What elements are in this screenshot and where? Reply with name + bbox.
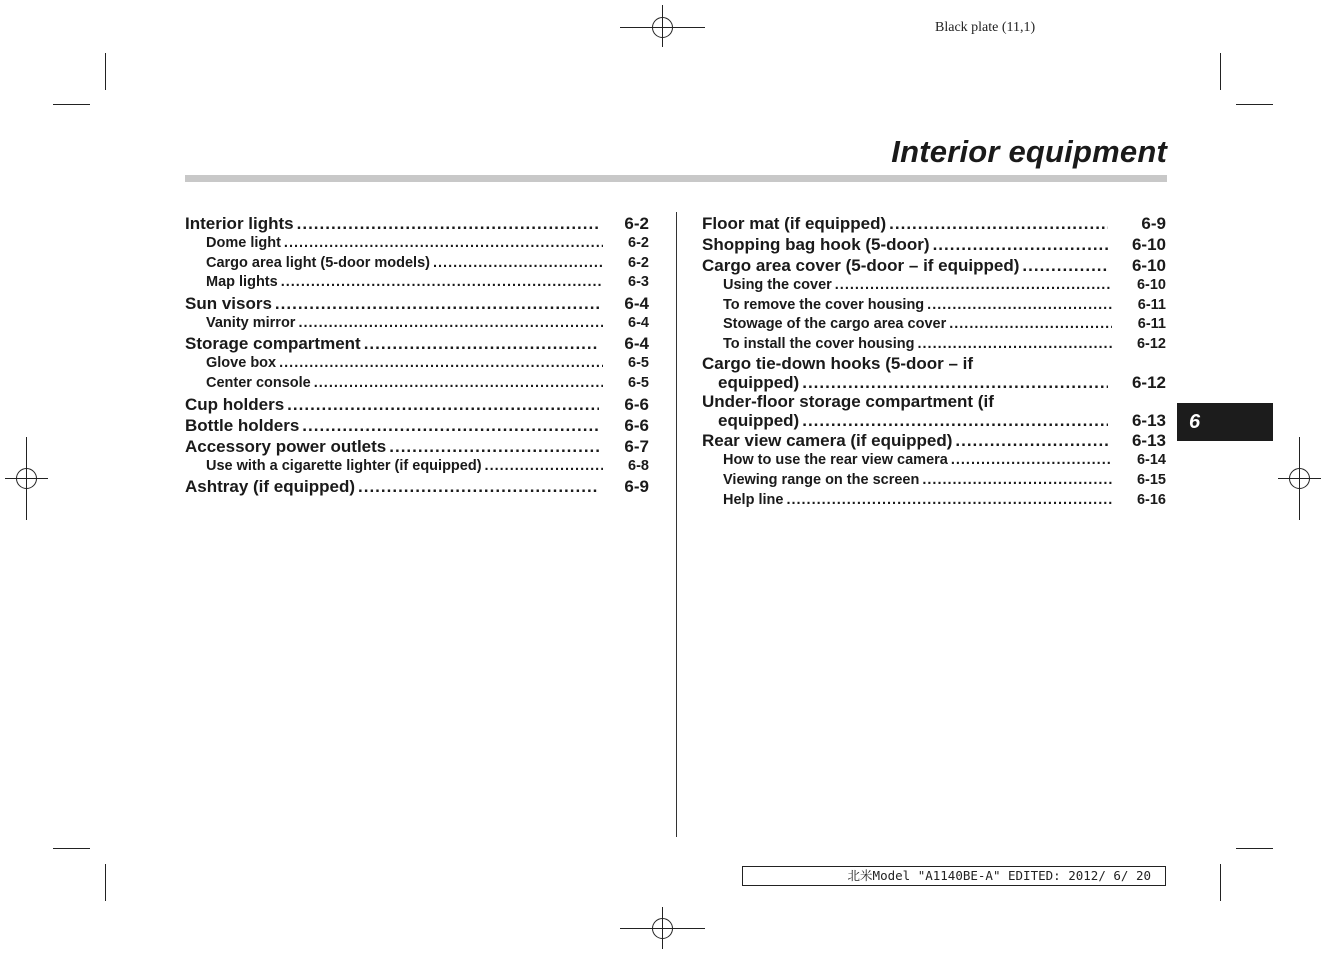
toc-entry-page: 6-5	[628, 355, 649, 372]
toc-entry[interactable]	[702, 392, 1166, 430]
toc-entry-page: 6-10	[1131, 256, 1166, 275]
toc-entry[interactable]	[702, 354, 1166, 392]
leader-dots	[946, 315, 1112, 335]
toc-entry-page: 6-14	[1136, 452, 1166, 469]
toc-subentry[interactable]	[185, 234, 649, 254]
toc-subentry[interactable]	[185, 254, 649, 274]
registration-target-icon	[1289, 468, 1310, 489]
chapter-tab: 6	[1177, 403, 1273, 441]
toc-entry-page: 6-9	[624, 477, 649, 497]
leader-dots	[386, 436, 599, 457]
toc-entry-text: Help line	[723, 491, 784, 508]
toc-subentry[interactable]	[702, 296, 1166, 316]
toc-entry-text: Shopping bag hook (5-door)	[702, 235, 930, 254]
footer-model-box: 北米Model "A1140BE-A" EDITED: 2012/ 6/ 20	[742, 866, 1166, 886]
leader-dots	[886, 213, 1108, 234]
toc-entry-page: 6-10	[1131, 235, 1166, 254]
leader-dots	[276, 354, 603, 374]
page-title: Interior equipment	[891, 134, 1167, 169]
toc-entry-page: 6-2	[624, 214, 649, 233]
toc-entry-text: Bottle holders	[185, 415, 300, 435]
toc-entry-page: 6-16	[1136, 491, 1166, 508]
leader-dots	[294, 213, 599, 234]
toc-entry[interactable]	[185, 333, 649, 354]
toc-entry-text: Dome light	[206, 235, 281, 251]
toc-entry-text: To remove the cover housing	[723, 296, 925, 313]
toc-entry[interactable]	[185, 394, 649, 415]
toc-entry-text: Floor mat (if equipped)	[702, 214, 887, 233]
toc-entry-page: 6-10	[1136, 277, 1166, 293]
toc-entry-text: Sun visors	[185, 293, 272, 313]
toc-entry-text: Using the cover	[723, 277, 832, 293]
toc-entry-page: 6-2	[628, 254, 649, 271]
toc-subentry[interactable]	[702, 276, 1166, 296]
leader-dots	[278, 273, 603, 293]
registration-target-icon	[16, 468, 37, 489]
leader-dots	[295, 314, 603, 334]
leader-dots	[832, 276, 1112, 296]
toc-entry-text: Under-floor storage compartment (if	[702, 392, 994, 412]
leader-dots	[299, 415, 599, 436]
leader-dots	[430, 254, 603, 274]
toc-entry-text: Cargo area cover (5-door – if equipped)	[702, 256, 1020, 275]
toc-entry[interactable]	[185, 436, 649, 457]
toc-subentry[interactable]	[185, 273, 649, 293]
toc-entry-page: 6-11	[1137, 316, 1166, 333]
toc-entry-text: Ashtray (if equipped)	[185, 477, 356, 497]
toc-entry[interactable]	[702, 213, 1166, 234]
toc-entry-text: Center console	[206, 374, 311, 391]
toc-entry-text: Cargo tie-down hooks (5-door – if	[702, 354, 974, 374]
toc-right-column	[702, 213, 1166, 510]
toc-entry-text: Viewing range on the screen	[723, 471, 920, 488]
leader-dots	[952, 430, 1108, 451]
toc-subentry[interactable]	[702, 451, 1166, 471]
toc-entry-text: Accessory power outlets	[185, 436, 387, 456]
toc-entry-page: 6-2	[628, 235, 649, 251]
toc-entry-text: To install the cover housing	[723, 335, 915, 352]
crop-mark	[1236, 104, 1273, 105]
crop-mark	[53, 848, 90, 849]
leader-dots	[355, 476, 599, 497]
toc-entry[interactable]	[702, 255, 1166, 276]
toc-entry[interactable]	[185, 415, 649, 436]
toc-entry-page: 6-4	[624, 293, 649, 313]
toc-entry[interactable]	[702, 234, 1166, 255]
crop-mark	[1236, 848, 1273, 849]
crop-mark	[105, 864, 106, 901]
toc-entry-page: 6-4	[624, 334, 649, 354]
toc-entry[interactable]	[185, 476, 649, 497]
toc-entry-page: 6-6	[624, 415, 649, 435]
leader-dots	[281, 234, 603, 254]
crop-mark	[53, 104, 90, 105]
toc-entry-page: 6-4	[628, 314, 649, 331]
toc-entry-page: 6-3	[628, 274, 649, 291]
toc-subentry[interactable]	[702, 491, 1166, 511]
toc-subentry[interactable]	[185, 457, 649, 477]
toc-entry-text-continued: equipped)	[718, 373, 800, 393]
leader-dots	[482, 457, 603, 477]
toc-entry-text: Map lights	[206, 274, 278, 291]
leader-dots	[948, 451, 1112, 471]
toc-subentry[interactable]	[185, 374, 649, 394]
toc-entry-text: Interior lights	[185, 214, 294, 233]
crop-mark	[105, 53, 106, 90]
leader-dots	[799, 411, 1108, 430]
toc-entry-page: 6-11	[1137, 296, 1166, 313]
leader-dots	[284, 394, 599, 415]
toc-entry-page: 6-7	[624, 436, 649, 456]
toc-subentry[interactable]	[702, 335, 1166, 355]
registration-target-icon	[652, 918, 673, 939]
toc-entry-text: Glove box	[206, 355, 277, 372]
toc-entry-page: 6-13	[1131, 411, 1166, 431]
registration-target-icon	[652, 17, 673, 38]
leader-dots	[311, 374, 603, 394]
toc-entry-text: Vanity mirror	[206, 314, 296, 331]
toc-entry-page: 6-15	[1136, 471, 1166, 488]
toc-entry-text: Cup holders	[185, 394, 285, 414]
crop-mark	[1220, 864, 1221, 901]
toc-entry[interactable]	[185, 293, 649, 314]
crop-mark	[1220, 53, 1221, 90]
toc-entry-text: Stowage of the cargo area cover	[723, 316, 947, 333]
leader-dots	[783, 491, 1112, 511]
toc-entry-page: 6-13	[1131, 431, 1166, 451]
toc-entry-page: 6-9	[1141, 214, 1166, 233]
toc-entry-page: 6-12	[1131, 373, 1166, 393]
toc-left-column	[185, 213, 649, 497]
leader-dots	[930, 234, 1108, 255]
leader-dots	[1019, 255, 1108, 276]
toc-entry-page: 6-6	[624, 394, 649, 414]
toc-entry-page: 6-5	[628, 374, 649, 391]
toc-subentry[interactable]	[702, 315, 1166, 335]
leader-dots	[924, 296, 1112, 316]
toc-entry-text-continued: equipped)	[718, 411, 800, 431]
toc-entry-text: Storage compartment	[185, 334, 361, 354]
column-divider	[676, 212, 677, 837]
title-underline	[185, 175, 1167, 182]
toc-entry-text: Cargo area light (5-door models)	[206, 254, 430, 271]
toc-entry[interactable]	[702, 430, 1166, 451]
toc-subentry[interactable]	[185, 314, 649, 334]
toc-entry-page: 6-8	[628, 457, 649, 474]
toc-entry[interactable]	[185, 213, 649, 234]
leader-dots	[799, 373, 1108, 392]
toc-entry-text: Use with a cigarette lighter (if equipped)	[206, 457, 482, 474]
toc-entry-text: How to use the rear view camera	[723, 452, 948, 469]
leader-dots	[919, 471, 1112, 491]
toc-subentry[interactable]	[702, 471, 1166, 491]
leader-dots	[272, 293, 599, 314]
toc-entry-text: Rear view camera (if equipped)	[702, 431, 953, 451]
leader-dots	[914, 335, 1112, 355]
toc-subentry[interactable]	[185, 354, 649, 374]
leader-dots	[361, 333, 599, 354]
plate-label: Black plate (11,1)	[935, 20, 1036, 35]
toc-entry-page: 6-12	[1136, 335, 1166, 352]
